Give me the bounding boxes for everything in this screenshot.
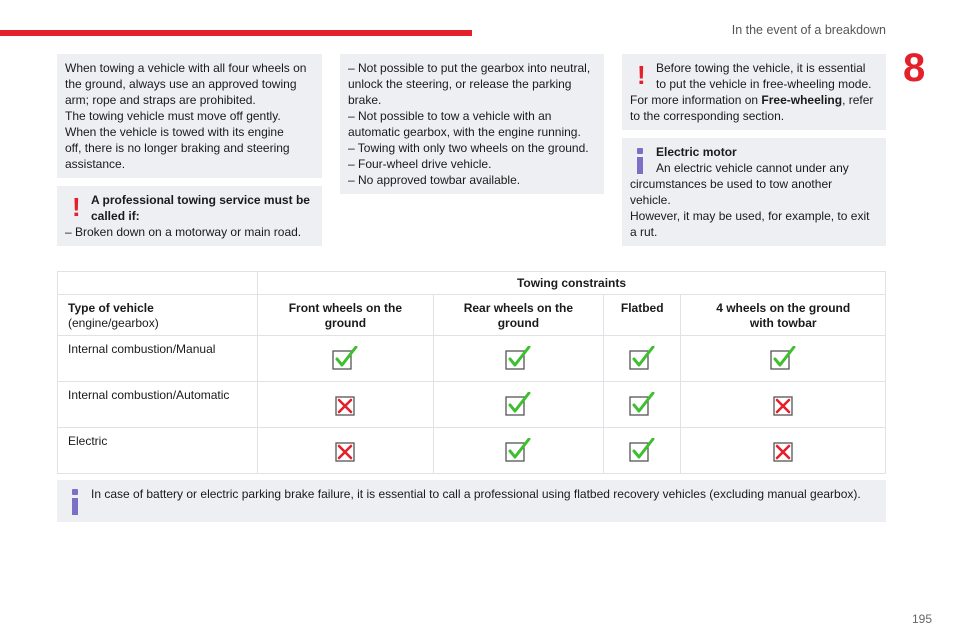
- cross-icon: [770, 392, 796, 418]
- header-line: ground: [497, 316, 540, 330]
- table-cell: [604, 382, 681, 428]
- page-number: 195: [911, 612, 932, 626]
- header-line: Flatbed: [620, 301, 664, 315]
- check-icon: [505, 438, 531, 464]
- text-line: to put the vehicle in free-wheeling mode.: [656, 77, 872, 91]
- list-item: unlock the steering, or release the parking: [348, 77, 572, 91]
- text-line: to the corresponding section.: [630, 109, 785, 123]
- table-cell: [681, 382, 886, 428]
- towing-arm-note: [57, 54, 322, 178]
- text-fragment: , refer: [842, 93, 874, 107]
- header-line: Front wheels on the: [288, 301, 403, 315]
- text-line: a rut.: [630, 225, 658, 239]
- table-row: [58, 336, 886, 382]
- table-cell: [604, 336, 681, 382]
- list-item: – Not possible to tow a vehicle with an: [348, 109, 552, 123]
- check-icon: [505, 346, 531, 372]
- check-icon: [629, 392, 655, 418]
- towing-constraints-header: Towing constraints: [258, 272, 886, 295]
- check-icon: [629, 346, 655, 372]
- free-wheeling-warning: [622, 54, 886, 130]
- header-line: ground: [324, 316, 367, 330]
- table-cell: [681, 336, 886, 382]
- list-item: automatic gearbox, with the engine running.: [348, 125, 581, 139]
- row-label: Internal combustion/Manual: [58, 336, 258, 382]
- table-cell: [681, 428, 886, 474]
- table-cell: [433, 336, 603, 382]
- check-icon: [770, 346, 796, 372]
- check-icon: [332, 346, 358, 372]
- chapter-accent-bar: [0, 30, 472, 36]
- column-header-flatbed: [604, 295, 681, 336]
- warning-title: A professional towing service must be: [91, 193, 310, 207]
- text-fragment: For more information on: [630, 93, 762, 107]
- section-title: In the event of a breakdown: [731, 23, 886, 37]
- table-cell: [258, 428, 434, 474]
- table-cell: [258, 382, 434, 428]
- table-column-header-row: [58, 295, 886, 336]
- text-line: off, there is no longer braking and steering: [65, 141, 290, 155]
- professional-towing-warning: [57, 186, 322, 246]
- warning-icon: !: [72, 192, 81, 222]
- list-item: brake.: [348, 93, 382, 107]
- towing-constraints-table: [57, 271, 886, 474]
- cross-icon: [332, 392, 358, 418]
- check-icon: [629, 438, 655, 464]
- text-line: However, it may be used, for example, to exit: [630, 209, 870, 223]
- column-header-front-wheels: [258, 295, 434, 336]
- table-cell: [258, 336, 434, 382]
- table-cell: [604, 428, 681, 474]
- text-line: When towing a vehicle with all four wheels on: [65, 61, 307, 75]
- towing-conditions-list: [340, 54, 604, 194]
- cross-icon: [770, 438, 796, 464]
- warning-title: called if:: [91, 209, 140, 223]
- info-title: Electric motor: [656, 145, 737, 159]
- chapter-number: 8: [903, 46, 926, 90]
- table-cell: [433, 382, 603, 428]
- table-empty-corner: [58, 272, 258, 295]
- list-item: – No approved towbar available.: [348, 173, 521, 187]
- info-text: In case of battery or electric parking brake failure, it is essential to call a professional using flatbed recovery vehicles (excluding manual gearbox).: [91, 487, 861, 501]
- row-label: Internal combustion/Automatic: [58, 382, 258, 428]
- row-label: Electric: [58, 428, 258, 474]
- text-line: arm; rope and straps are prohibited.: [65, 93, 256, 107]
- column-header-rear-wheels: [433, 295, 603, 336]
- vehicle-type-sublabel: (engine/gearbox): [68, 316, 159, 330]
- text-line: The towing vehicle must move off gently.: [65, 109, 281, 123]
- header-line: with towbar: [749, 316, 817, 330]
- column-header-four-wheels-towbar: [681, 295, 886, 336]
- text-line: vehicle.: [630, 193, 671, 207]
- cross-icon: [332, 438, 358, 464]
- list-item: – Four-wheel drive vehicle.: [348, 157, 492, 171]
- table-group-header-row: [58, 272, 886, 295]
- vehicle-type-label: Type of vehicle: [68, 301, 154, 315]
- header-line: Rear wheels on the: [463, 301, 574, 315]
- text-line: [630, 92, 878, 108]
- text-line: circumstances be used to tow another: [630, 177, 833, 191]
- table-cell: [433, 428, 603, 474]
- vehicle-type-header: [58, 295, 258, 336]
- text-line: When the vehicle is towed with its engine: [65, 125, 284, 139]
- warning-icon: !: [637, 60, 646, 90]
- text-line: Before towing the vehicle, it is essential: [656, 61, 866, 75]
- list-item: – Towing with only two wheels on the ground.: [348, 141, 589, 155]
- battery-failure-info: [57, 480, 886, 522]
- text-line: An electric vehicle cannot under any: [656, 161, 849, 175]
- table-row: [58, 382, 886, 428]
- table-row: [58, 428, 886, 474]
- check-icon: [505, 392, 531, 418]
- warning-item: – Broken down on a motorway or main road.: [65, 225, 302, 239]
- free-wheeling-link-text: Free-wheeling: [761, 93, 843, 107]
- list-item: – Not possible to put the gearbox into neutral,: [348, 61, 591, 75]
- header-line: 4 wheels on the ground: [716, 301, 851, 315]
- text-line: the ground, always use an approved towing: [65, 77, 297, 91]
- text-line: assistance.: [65, 157, 126, 171]
- electric-motor-info: [622, 138, 886, 246]
